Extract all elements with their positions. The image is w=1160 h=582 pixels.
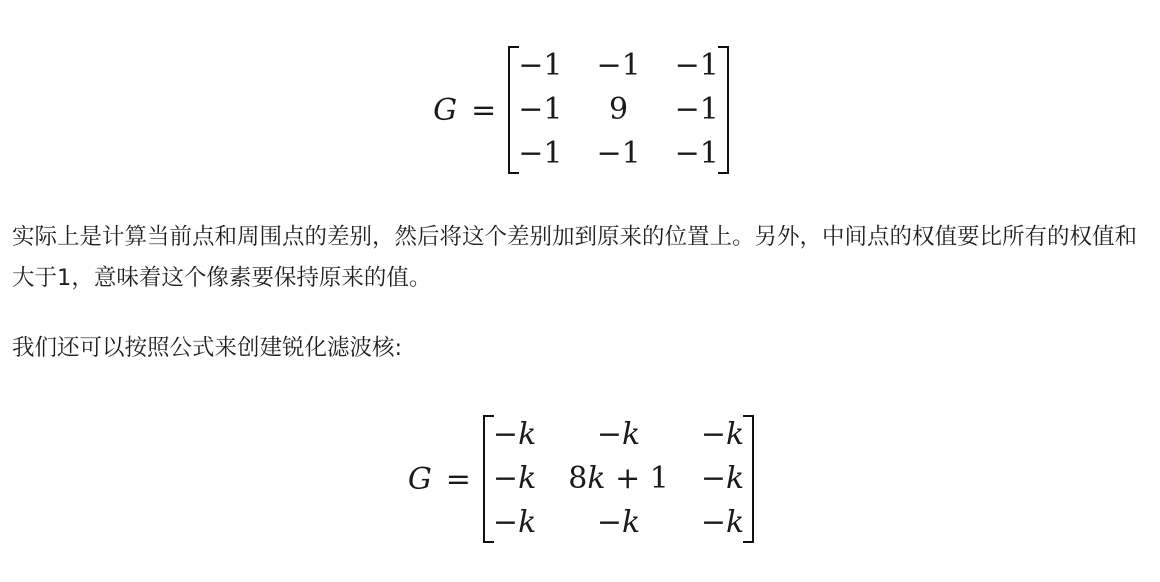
matrix-variable: G bbox=[433, 92, 458, 128]
equation-lhs bbox=[433, 93, 496, 128]
matrix-cell: −1 bbox=[674, 48, 719, 83]
right-bracket bbox=[718, 46, 729, 174]
matrix-cell: −1 bbox=[596, 136, 641, 171]
equation-lhs bbox=[408, 462, 471, 497]
equals-sign: = bbox=[471, 92, 497, 128]
matrix-cell: −1 bbox=[518, 92, 563, 127]
explanation-paragraph: 实际上是计算当前点和周围点的差别，然后将这个差别加到原来的位置上。另外，中间点的权值要比所有的权值和大于1，意味着这个像素要保持原来的值。 bbox=[12, 224, 1138, 291]
kernel-matrix bbox=[510, 44, 727, 176]
parametric-kernel-equation bbox=[0, 414, 1160, 544]
matrix-cell: −k bbox=[492, 505, 537, 540]
matrix-cell: −1 bbox=[674, 136, 719, 171]
matrix-cell: −k bbox=[492, 461, 537, 496]
matrix-cell: −1 bbox=[518, 136, 563, 171]
left-bracket bbox=[508, 46, 519, 174]
equals-sign: = bbox=[445, 461, 471, 497]
matrix-cell: −k bbox=[596, 505, 641, 540]
matrix-cell: −k bbox=[596, 417, 641, 452]
sharpen-kernel-equation bbox=[0, 44, 1160, 176]
matrix-cell: 8k + 1 bbox=[568, 461, 669, 496]
matrix-cell: −k bbox=[700, 417, 745, 452]
left-bracket bbox=[483, 415, 494, 543]
matrix-cell: −1 bbox=[596, 48, 641, 83]
parametric-kernel-matrix bbox=[485, 413, 752, 545]
matrix-cell: −1 bbox=[674, 92, 719, 127]
right-bracket bbox=[743, 415, 754, 543]
matrix-cell: −k bbox=[492, 417, 537, 452]
matrix-cell: −1 bbox=[518, 48, 563, 83]
formula-intro-paragraph: 我们还可以按照公式来创建锐化滤波核: bbox=[12, 335, 403, 361]
matrix-cell: −k bbox=[700, 505, 745, 540]
matrix-cell: 9 bbox=[609, 92, 629, 127]
matrix-cell: −k bbox=[700, 461, 745, 496]
matrix-variable: G bbox=[407, 461, 432, 497]
